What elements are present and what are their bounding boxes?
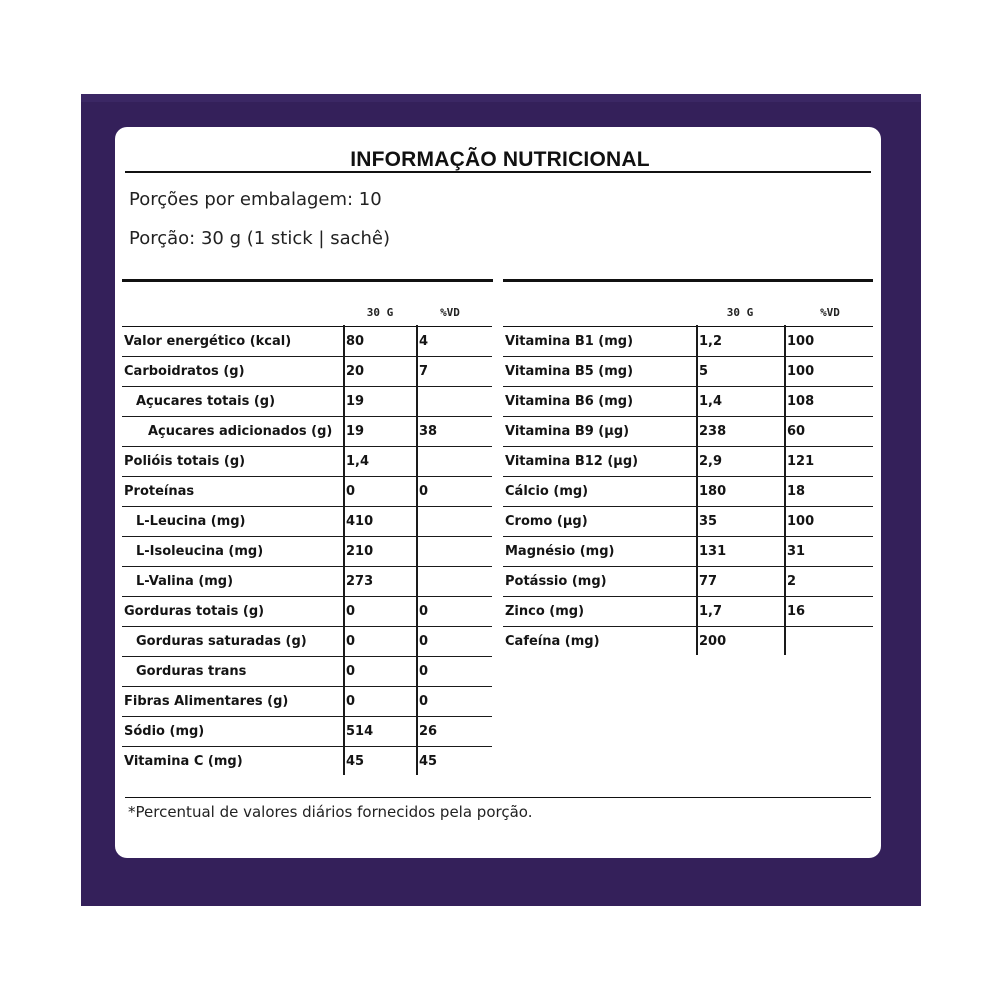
footer-rule <box>125 797 871 798</box>
right-header-dv: %VD <box>820 306 840 319</box>
nutrient-label: Cromo (µg) <box>505 514 588 529</box>
nutrient-label: Valor energético (kcal) <box>124 334 292 349</box>
nutrient-amount: 0 <box>346 664 356 679</box>
nutrient-dv: 31 <box>787 544 806 559</box>
nutrient-amount: 0 <box>346 604 356 619</box>
table-row <box>122 627 492 657</box>
footnote: *Percentual de valores diários fornecidos pela porção. <box>128 803 533 821</box>
left-header-amount: 30 G <box>366 306 394 319</box>
nutrient-amount: 180 <box>699 484 727 499</box>
nutrient-label: Gorduras trans <box>136 664 247 679</box>
nutrient-dv: 121 <box>787 454 815 469</box>
table-row <box>503 477 873 507</box>
nutrient-amount: 1,4 <box>346 454 370 469</box>
nutrient-amount: 238 <box>699 424 727 439</box>
nutrient-amount: 200 <box>699 634 727 649</box>
nutrient-dv: 0 <box>419 664 429 679</box>
nutrient-dv: 26 <box>419 724 438 739</box>
nutrient-amount: 20 <box>346 364 365 379</box>
table-row <box>503 357 873 387</box>
nutrient-amount: 19 <box>346 424 365 439</box>
column-divider-amount <box>343 325 345 775</box>
nutrient-dv: 100 <box>787 334 815 349</box>
nutrient-label: Açucares adicionados (g) <box>148 424 333 439</box>
column-divider-dv <box>784 325 786 655</box>
nutrient-label: Sódio (mg) <box>124 724 205 739</box>
table-row <box>122 537 492 567</box>
serving-size: Porção: 30 g (1 stick | sachê) <box>129 228 390 249</box>
nutrient-dv: 2 <box>787 574 797 589</box>
nutrient-label: Vitamina C (mg) <box>124 754 243 769</box>
nutrient-label: L-Leucina (mg) <box>136 514 246 529</box>
table-row <box>503 567 873 597</box>
nutrient-amount: 210 <box>346 544 374 559</box>
table-row <box>503 447 873 477</box>
table-row <box>122 567 492 597</box>
nutrient-dv: 16 <box>787 604 806 619</box>
nutrient-amount: 80 <box>346 334 365 349</box>
table-row <box>503 627 873 657</box>
column-divider-dv <box>416 325 418 775</box>
nutrient-label: L-Valina (mg) <box>136 574 234 589</box>
column-divider-amount <box>696 325 698 655</box>
nutrient-amount: 45 <box>346 754 365 769</box>
nutrient-label: Cafeína (mg) <box>505 634 600 649</box>
nutrient-dv: 0 <box>419 604 429 619</box>
page-title: INFORMAÇÃO NUTRICIONAL <box>350 148 650 171</box>
table-row <box>503 417 873 447</box>
nutrient-dv: 0 <box>419 634 429 649</box>
table-row <box>122 657 492 687</box>
nutrient-label: L-Isoleucina (mg) <box>136 544 264 559</box>
nutrient-label: Magnésio (mg) <box>505 544 615 559</box>
nutrient-dv: 18 <box>787 484 806 499</box>
nutrient-label: Vitamina B9 (µg) <box>505 424 630 439</box>
nutrient-amount: 0 <box>346 484 356 499</box>
nutrient-label: Fibras Alimentares (g) <box>124 694 289 709</box>
nutrient-amount: 1,2 <box>699 334 723 349</box>
table-row <box>503 327 873 357</box>
nutrient-dv: 45 <box>419 754 438 769</box>
table-row <box>122 507 492 537</box>
table-row <box>122 597 492 627</box>
right-header-amount: 30 G <box>726 306 754 319</box>
nutrient-dv: 0 <box>419 694 429 709</box>
nutrient-label: Proteínas <box>124 484 195 499</box>
background-strip <box>81 94 921 102</box>
nutrient-amount: 1,4 <box>699 394 723 409</box>
table-row <box>503 387 873 417</box>
title-rule <box>125 171 871 173</box>
table-row <box>122 447 492 477</box>
table-row <box>122 327 492 357</box>
nutrient-label: Cálcio (mg) <box>505 484 589 499</box>
nutrient-dv: 60 <box>787 424 806 439</box>
nutrient-amount: 5 <box>699 364 709 379</box>
nutrient-dv: 108 <box>787 394 815 409</box>
nutrient-label: Açucares totais (g) <box>136 394 276 409</box>
nutrient-dv: 0 <box>419 484 429 499</box>
nutrient-label: Vitamina B1 (mg) <box>505 334 634 349</box>
table-row <box>122 417 492 447</box>
nutrient-amount: 2,9 <box>699 454 723 469</box>
nutrient-dv: 100 <box>787 514 815 529</box>
nutrient-amount: 0 <box>346 634 356 649</box>
nutrient-label: Polióis totais (g) <box>124 454 246 469</box>
table-row <box>122 357 492 387</box>
nutrient-amount: 410 <box>346 514 374 529</box>
nutrient-amount: 1,7 <box>699 604 723 619</box>
table-row <box>122 747 492 777</box>
nutrient-label: Vitamina B12 (µg) <box>505 454 639 469</box>
table-row <box>122 687 492 717</box>
table-row <box>122 387 492 417</box>
nutrient-dv: 7 <box>419 364 429 379</box>
nutrient-label: Vitamina B6 (mg) <box>505 394 634 409</box>
nutrient-dv: 38 <box>419 424 438 439</box>
servings-per-package: Porções por embalagem: 10 <box>129 189 382 210</box>
nutrient-amount: 273 <box>346 574 374 589</box>
nutrient-label: Potássio (mg) <box>505 574 607 589</box>
nutrient-amount: 0 <box>346 694 356 709</box>
nutrient-label: Carboidratos (g) <box>124 364 245 379</box>
right-table-top-rule <box>503 279 873 282</box>
nutrient-label: Gorduras totais (g) <box>124 604 265 619</box>
table-row <box>122 717 492 747</box>
nutrient-amount: 19 <box>346 394 365 409</box>
table-row <box>122 477 492 507</box>
table-row <box>503 507 873 537</box>
nutrient-label: Zinco (mg) <box>505 604 585 619</box>
table-row <box>503 597 873 627</box>
nutrient-amount: 514 <box>346 724 374 739</box>
nutrient-dv: 4 <box>419 334 429 349</box>
nutrient-label: Vitamina B5 (mg) <box>505 364 634 379</box>
left-header-dv: %VD <box>440 306 460 319</box>
nutrient-dv: 100 <box>787 364 815 379</box>
left-table-top-rule <box>122 279 493 282</box>
nutrient-amount: 131 <box>699 544 727 559</box>
nutrient-amount: 35 <box>699 514 718 529</box>
nutrient-amount: 77 <box>699 574 718 589</box>
nutrient-label: Gorduras saturadas (g) <box>136 634 307 649</box>
table-row <box>503 537 873 567</box>
